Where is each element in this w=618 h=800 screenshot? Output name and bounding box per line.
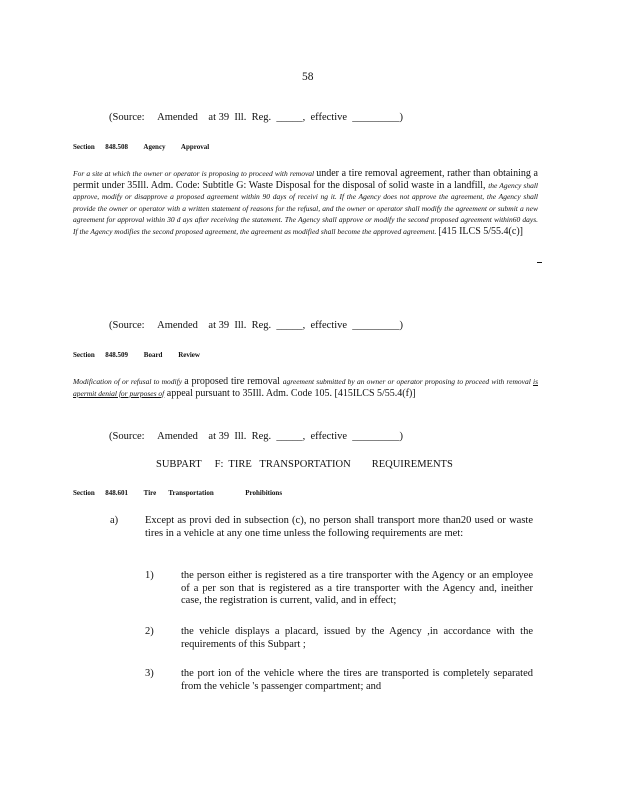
margin-mark [537, 262, 542, 263]
subpart-title: SUBPART F: TIRE TRANSPORTATION REQUIREMENTS [156, 459, 453, 470]
source-note: (Source: Amended at 39 Ill. Reg. _____, effective _________) [109, 431, 404, 442]
text-run: under a tire removal agreement, rather than obtaining a permit under 35Ill. Adm. Code: Subtitle G: Waste Disposal for the disposal of solid waste in a landfill, [73, 168, 538, 191]
page-number: 58 [302, 71, 314, 83]
text-run: a proposed tire removal [184, 376, 283, 387]
text-run: the Agency shall approve, modify or disapprove a proposed agreement within 90 days of receivi ng it. If the Agency does not approve the agreement, the Agency shall provide the owner or operator with a written statement of reasons for the refusal, and the owner or operator shall modify the agreement or submit a new agreement for approval within 30 d ays after receiving the statement. The Agency shall approve or modify the second proposed agreement within60 days. If the Agency modifies the second proposed agreement, the agreement as modified shall become the approved agreement. [73, 180, 539, 236]
text-run: appeal pursuant to 35Ill. Adm. Code 105. [415ILCS 5/55.4(f)] [164, 387, 416, 399]
text-run: For a site at which the owner or operator is proposing to proceed with removal [73, 169, 317, 178]
text-run: is apermit denial for purposes of [73, 377, 538, 398]
section-heading-848-509: Section 848.509 Board Review [73, 351, 200, 359]
text-run: [415 ILCS 5/55.4(c)] [438, 225, 523, 237]
text-run: Modification of or refusal to modify [73, 377, 185, 386]
section-heading-848-601: Section 848.601 Tire Transportation Prohibitions [73, 489, 283, 497]
list-item-number: 3) [145, 668, 154, 679]
item-a-label: a) [110, 515, 119, 526]
text-run: agreement submitted by an owner or operator proposing to proceed with removal [282, 377, 533, 386]
list-item-text: the person either is registered as a tire transporter with the Agency or an employee of a per son that is registered as a tire transporter with the Agency and, ineither case, the registration is current, valid, and in effect; [181, 570, 533, 606]
source-note: (Source: Amended at 39 Ill. Reg. _____, effective _________) [109, 112, 404, 123]
list-item-number: 1) [145, 570, 154, 581]
section-848-509-body [73, 376, 538, 399]
section-848-508-body [73, 168, 538, 237]
list-item-number: 2) [145, 626, 154, 637]
source-note: (Source: Amended at 39 Ill. Reg. _____, effective _________) [109, 320, 404, 331]
item-a-text: Except as provi ded in subsection (c), no person shall transport more than20 used or waste tires in a vehicle at any one time unless the following requirements are met: [145, 515, 533, 539]
list-item-text: the vehicle displays a placard, issued by the Agency ,in accordance with the requirements of this Subpart ; [181, 626, 533, 650]
list-item-text: the port ion of the vehicle where the tires are transported is completely separated from the vehicle 's passenger compartment; and [181, 668, 533, 692]
section-heading-848-508: Section 848.508 Agency Approval [73, 143, 210, 151]
